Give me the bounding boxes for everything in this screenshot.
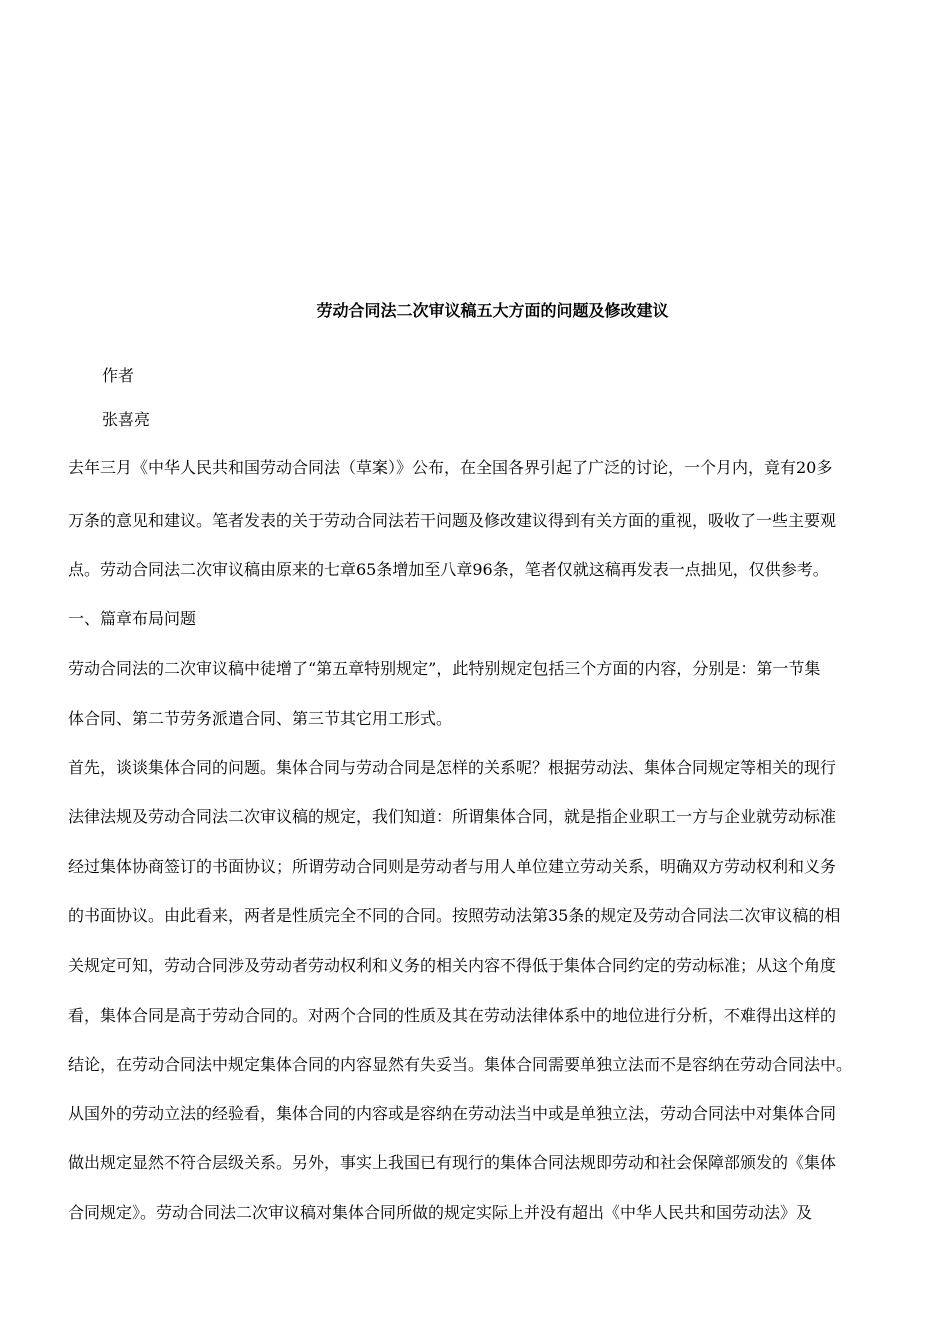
body-line: 从国外的劳动立法的经验看，集体合同的内容或是容纳在劳动法当中或是单独立法，劳动合同法中对集体合同 (68, 1104, 837, 1123)
body-line: 去年三月《中华人民共和国劳动合同法（草案）》公布，在全国各界引起了广泛的讨论，一个月内，竟有20多 (68, 458, 833, 477)
document-title: 劳动合同法二次审议稿五大方面的问题及修改建议 (316, 301, 669, 320)
body-line: 经过集体协商签订的书面协议；所谓劳动合同则是劳动者与用人单位建立劳动关系，明确双方劳动权利和义务 (68, 857, 837, 876)
author-label: 作者 (102, 366, 135, 385)
body-line: 首先，谈谈集体合同的问题。集体合同与劳动合同是怎样的关系呢？根据劳动法、集体合同规定等相关的现行 (68, 758, 837, 777)
body-line: 点。劳动合同法二次审议稿由原来的七章65条增加至八章96条，笔者仅就这稿再发表一点拙见，仅供参考。 (68, 560, 829, 579)
body-line: 万条的意见和建议。笔者发表的关于劳动合同法若干问题及修改建议得到有关方面的重视，吸收了一些主要观 (68, 511, 837, 530)
body-line: 劳动合同法的二次审议稿中徒增了“第五章特别规定”，此特别规定包括三个方面的内容，分别是：第一节集 (68, 659, 821, 678)
body-line: 关规定可知，劳动合同涉及劳动者劳动权利和义务的相关内容不得低于集体合同约定的劳动标准；从这个角度 (68, 956, 837, 975)
body-line: 做出规定显然不符合层级关系。另外，事实上我国已有现行的集体合同法规即劳动和社会保障部颁发的《集体 (68, 1153, 837, 1172)
body-line: 结论，在劳动合同法中规定集体合同的内容显然有失妥当。集体合同需要单独立法而不是容纳在劳动合同法中。 (68, 1055, 853, 1074)
body-line: 看，集体合同是高于劳动合同的。对两个合同的性质及其在劳动法律体系中的地位进行分析，不难得出这样的 (68, 1006, 837, 1025)
body-line: 体合同、第二节劳务派遣合同、第三节其它用工形式。 (68, 709, 453, 728)
section-heading: 一、篇章布局问题 (68, 609, 197, 628)
author-name: 张喜亮 (102, 410, 151, 429)
body-line: 的书面协议。由此看来，两者是性质完全不同的合同。按照劳动法第35条的规定及劳动合同法二次审议稿的相 (68, 906, 841, 925)
body-line: 合同规定》。劳动合同法二次审议稿对集体合同所做的规定实际上并没有超出《中华人民共和国劳动法》及 (68, 1203, 813, 1222)
body-line: 法律法规及劳动合同法二次审议稿的规定，我们知道：所谓集体合同，就是指企业职工一方与企业就劳动标准 (68, 807, 837, 826)
